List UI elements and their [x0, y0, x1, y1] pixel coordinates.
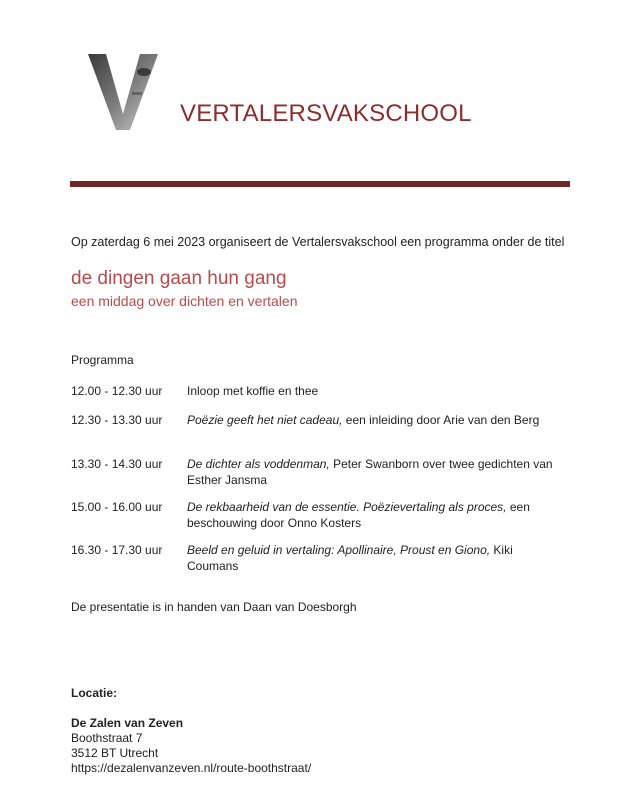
brand-name: VERTALERSVAKSCHOOL [180, 100, 472, 127]
program-time: 12.00 - 12.30 uur [71, 384, 163, 398]
program-time: 12.30 - 13.30 uur [71, 413, 163, 427]
location-label: Locatie: [71, 686, 118, 700]
school-logo [88, 54, 158, 130]
program-time: 13.30 - 14.30 uur [71, 457, 163, 471]
program-desc: De rekbaarheid van de essentie. Poëzievertaling als proces, een beschouwing door Onno Kosters [187, 500, 530, 530]
intro-text: Op zaterdag 6 mei 2023 organiseert de Vertalersvakschool een programma onder de titel [71, 235, 565, 249]
program-desc: Poëzie geeft het niet cadeau, een inleiding door Arie van den Berg [187, 413, 540, 427]
venue-city: 3512 BT Utrecht [71, 746, 159, 760]
header-divider [70, 181, 570, 187]
program-desc: Inloop met koffie en thee [187, 384, 319, 398]
program-time: 16.30 - 17.30 uur [71, 543, 163, 557]
venue-name: De Zalen van Zeven [71, 716, 184, 730]
presenter-text: De presentatie is in handen van Daan van Doesborgh [71, 600, 357, 614]
event-subtitle: een middag over dichten en vertalen [71, 293, 298, 309]
program-desc: Beeld en geluid in vertaling: Apollinaire, Proust en Giono, Kiki Coumans [187, 543, 513, 573]
program-time: 15.00 - 16.00 uur [71, 500, 163, 514]
program-label: Programma [71, 353, 134, 367]
venue-url[interactable]: https://dezalenvanzeven.nl/route-boothstraat/ [71, 761, 312, 775]
venue-street: Boothstraat 7 [71, 731, 143, 745]
program-desc: De dichter als voddenman, Peter Swanborn over twee gedichten van Esther Jansma [187, 457, 553, 487]
event-title: de dingen gaan hun gang [71, 268, 287, 289]
